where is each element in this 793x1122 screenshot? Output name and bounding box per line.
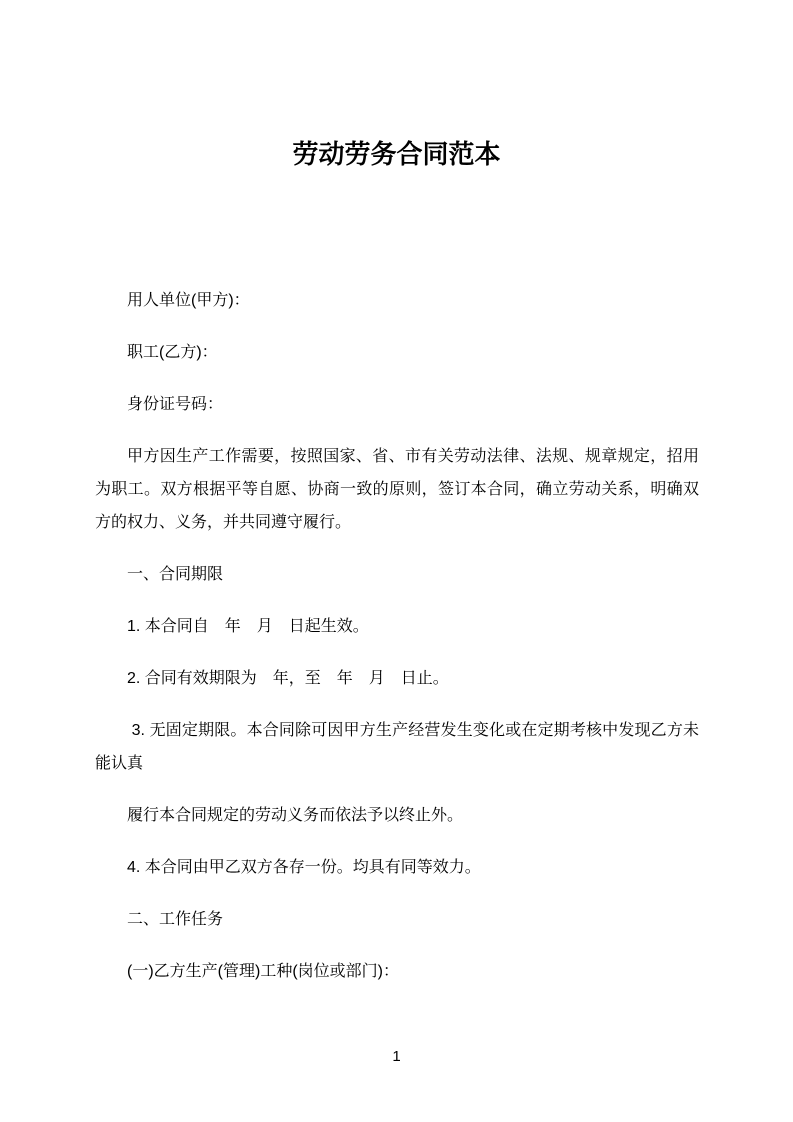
document-title: 劳动劳务合同范本 bbox=[292, 139, 501, 169]
section-2-clause-1: (一)乙方生产(管理)工种(岗位或部门)： bbox=[127, 963, 399, 980]
party-field-id-number: 身份证号码： bbox=[127, 396, 224, 413]
section-1-clause-3: 3. 无固定期限。本合同除可因甲方生产经营发生变化或在定期考核中发现乙方未能认真 bbox=[95, 722, 700, 772]
section-1-clause-4: 4. 本合同由甲乙双方各存一份。均具有同等效力。 bbox=[127, 859, 481, 876]
section-2-heading: 二、工作任务 bbox=[127, 911, 224, 928]
intro-paragraph: 甲方因生产工作需要，按照国家、省、市有关劳动法律、法规、规章规定，招用为职工。双方根据平等自愿、协商一致的原则，签订本合同，确立劳动关系，明确双方的权力、义务，并共同遵守履行。 bbox=[95, 448, 699, 531]
document-body bbox=[95, 284, 699, 988]
section-1-clause-3-continuation: 履行本合同规定的劳动义务而依法予以终止外。 bbox=[127, 807, 464, 824]
party-field-employee: 职工(乙方)： bbox=[127, 344, 218, 361]
party-field-employer: 用人单位(甲方)： bbox=[127, 292, 250, 309]
section-1-clause-1: 1. 本合同自 年 月 日起生效。 bbox=[127, 618, 369, 635]
section-1-clause-2: 2. 合同有效期限为 年，至 年 月 日止。 bbox=[127, 670, 449, 687]
page-number: 1 bbox=[392, 1048, 401, 1065]
section-1-heading: 一、合同期限 bbox=[127, 566, 224, 583]
